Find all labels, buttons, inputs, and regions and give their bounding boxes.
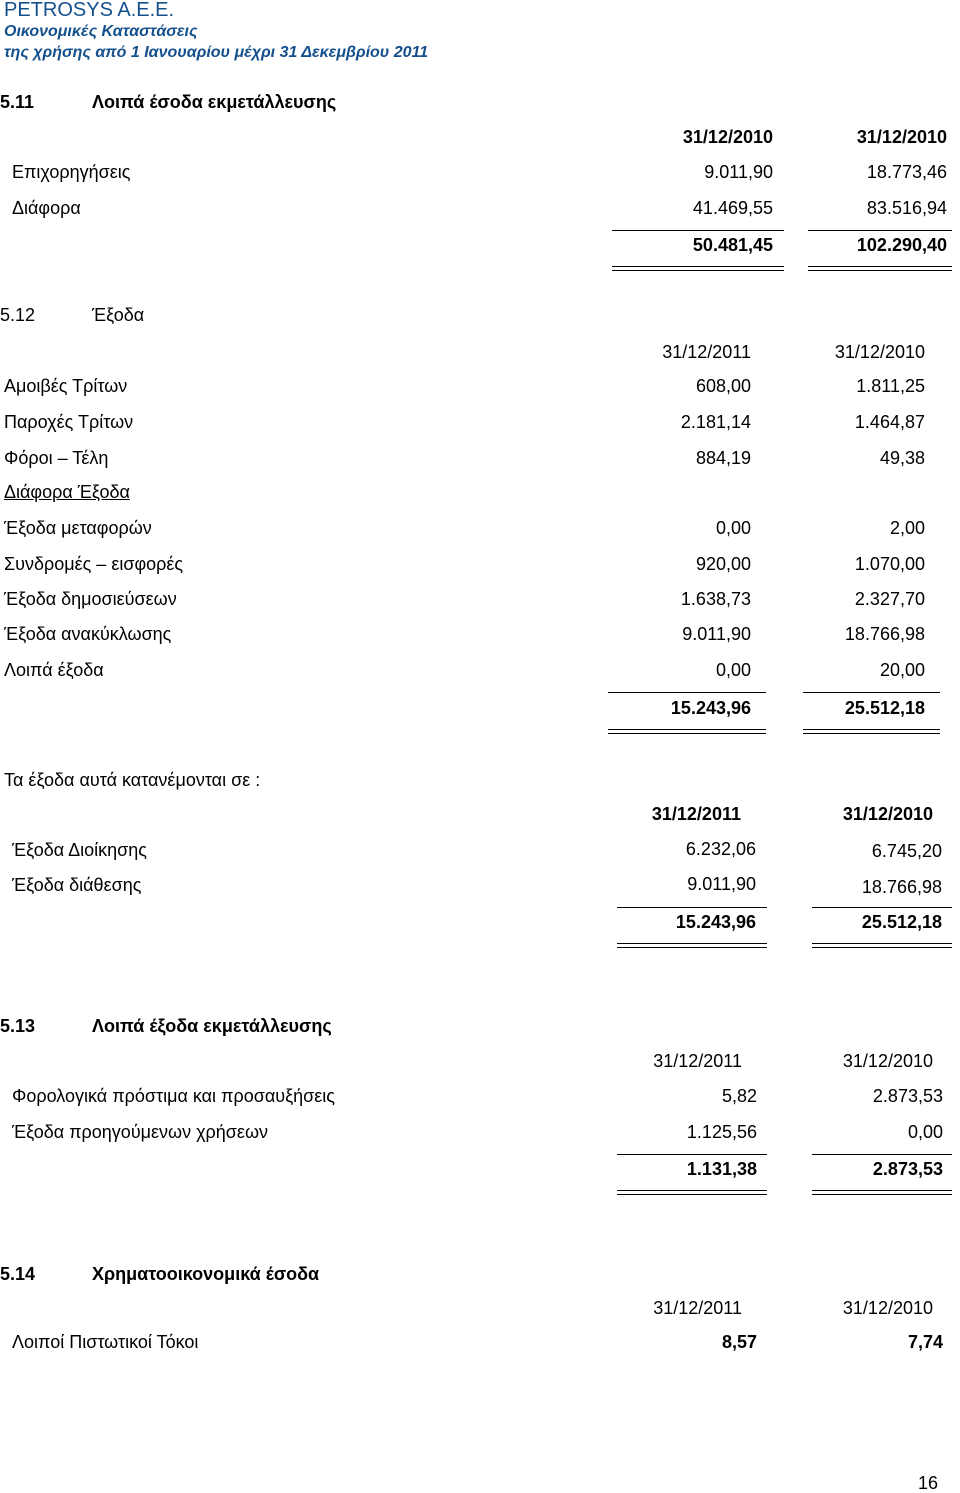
value-2011: 608,00 — [695, 376, 751, 396]
section-number: 5.13 — [0, 1016, 36, 1036]
row-label: Έξοδα δημοσιεύσεων — [4, 589, 177, 609]
document-title: Οικονομικές Καταστάσεις — [4, 23, 198, 40]
value-2010: 18.766,98 — [844, 624, 925, 644]
column-header: 31/12/2010 — [856, 127, 947, 147]
double-rule — [612, 266, 784, 271]
value-2010: 83.516,94 — [866, 198, 947, 218]
subtotal-rule — [803, 692, 940, 693]
value-2010: 1.464,87 — [854, 412, 925, 432]
row-label: Έξοδα μεταφορών — [4, 518, 152, 538]
total-2011: 1.131,38 — [686, 1159, 757, 1179]
subtotal-rule — [808, 230, 952, 231]
value-2010: 1.070,00 — [854, 554, 925, 574]
subtotal-rule — [812, 1154, 952, 1155]
value-2010: 2.327,70 — [854, 589, 925, 609]
section-title: Έξοδα — [92, 305, 145, 325]
section-number: 5.11 — [0, 92, 35, 112]
row-label: Φορολογικά πρόστιμα και προσαυξήσεις — [12, 1086, 335, 1106]
double-rule — [803, 729, 940, 734]
section-title: Χρηματοοικονομικά έσοδα — [92, 1264, 320, 1284]
subtotal-rule — [617, 1154, 767, 1155]
column-header: 31/12/2011 — [662, 342, 751, 362]
section-number: 5.14 — [0, 1264, 36, 1284]
double-rule — [617, 1190, 767, 1195]
row-label: Έξοδα ανακύκλωσης — [4, 624, 172, 644]
value-2011: 41.469,55 — [692, 198, 773, 218]
section-number: 5.12 — [0, 305, 36, 325]
row-label: Έξοδα προηγούμενων χρήσεων — [12, 1122, 268, 1142]
value-2011: 6.232,06 — [685, 839, 756, 859]
row-label: Αμοιβές Τρίτων — [4, 376, 128, 396]
total-2010: 2.873,53 — [872, 1159, 943, 1179]
value-2010: 0,00 — [907, 1122, 943, 1142]
value-2010: 7,74 — [907, 1332, 943, 1352]
value-2011: 9.011,90 — [687, 874, 756, 894]
column-header: 31/12/2010 — [842, 1298, 933, 1318]
value-2010: 6.745,20 — [871, 841, 942, 861]
value-2011: 5,82 — [721, 1086, 757, 1106]
value-2011: 8,57 — [721, 1332, 757, 1352]
row-label: Λοιπά έξοδα — [4, 660, 104, 680]
double-rule — [812, 1190, 952, 1195]
row-label: Έξοδα Διοίκησης — [12, 840, 147, 860]
column-header: 31/12/2010 — [842, 804, 933, 824]
total-2010: 102.290,40 — [856, 235, 947, 255]
subtotal-rule — [617, 907, 767, 908]
subtotal-rule — [812, 907, 952, 908]
column-header: 31/12/2010 — [842, 1051, 933, 1071]
company-name: PETROSYS A.E.E. — [4, 0, 175, 21]
row-label: Παροχές Τρίτων — [4, 412, 134, 432]
value-2011: 0,00 — [715, 518, 751, 538]
value-2011: 884,19 — [695, 448, 751, 468]
page-number: 16 — [917, 1473, 938, 1493]
value-2010: 49,38 — [879, 448, 925, 468]
value-2010: 2.873,53 — [872, 1086, 943, 1106]
value-2010: 18.773,46 — [866, 162, 947, 182]
total-2011: 50.481,45 — [692, 235, 773, 255]
section-title: Λοιπά έξοδα εκμετάλλευσης — [92, 1016, 332, 1036]
value-2011: 1.638,73 — [680, 589, 751, 609]
section-title: Λοιπά έσοδα εκμετάλλευσης — [92, 92, 337, 112]
column-header: 31/12/2010 — [834, 342, 925, 362]
double-rule — [812, 943, 952, 948]
row-label: Λοιποί Πιστωτικοί Τόκοι — [12, 1332, 199, 1352]
value-2011: 920,00 — [695, 554, 751, 574]
row-label: Φόροι – Τέλη — [4, 448, 109, 468]
column-header: 31/12/2010 — [682, 127, 773, 147]
row-label: Συνδρομές – εισφορές — [4, 554, 184, 574]
value-2011: 2.181,14 — [680, 412, 751, 432]
total-2011: 15.243,96 — [675, 912, 756, 932]
column-header: 31/12/2011 — [653, 1051, 742, 1071]
value-2011: 0,00 — [715, 660, 751, 680]
value-2010: 1.811,25 — [856, 376, 925, 396]
total-2011: 15.243,96 — [670, 698, 751, 718]
value-2011: 9.011,90 — [682, 624, 751, 644]
subtotal-rule — [612, 230, 784, 231]
column-header: 31/12/2011 — [653, 1298, 742, 1318]
value-2011: 1.125,56 — [686, 1122, 757, 1142]
allocation-intro: Τα έξοδα αυτά κατανέμονται σε : — [4, 770, 261, 790]
value-2010: 18.766,98 — [861, 877, 942, 897]
total-2010: 25.512,18 — [861, 912, 942, 932]
report-period: της χρήσης από 1 Ιανουαρίου μέχρι 31 Δεκεμβρίου 2011 — [4, 44, 429, 61]
row-label: Διάφορα — [12, 198, 81, 218]
double-rule — [808, 266, 952, 271]
row-label: Επιχορηγήσεις — [12, 162, 131, 182]
double-rule — [608, 729, 766, 734]
value-2010: 2,00 — [889, 518, 925, 538]
subtotal-rule — [608, 692, 766, 693]
total-2010: 25.512,18 — [844, 698, 925, 718]
row-label: Έξοδα διάθεσης — [12, 875, 142, 895]
value-2010: 20,00 — [879, 660, 925, 680]
double-rule — [617, 943, 767, 948]
column-header: 31/12/2011 — [651, 804, 741, 824]
value-2011: 9.011,90 — [704, 162, 773, 182]
subheading: Διάφορα Έξοδα — [4, 482, 130, 502]
